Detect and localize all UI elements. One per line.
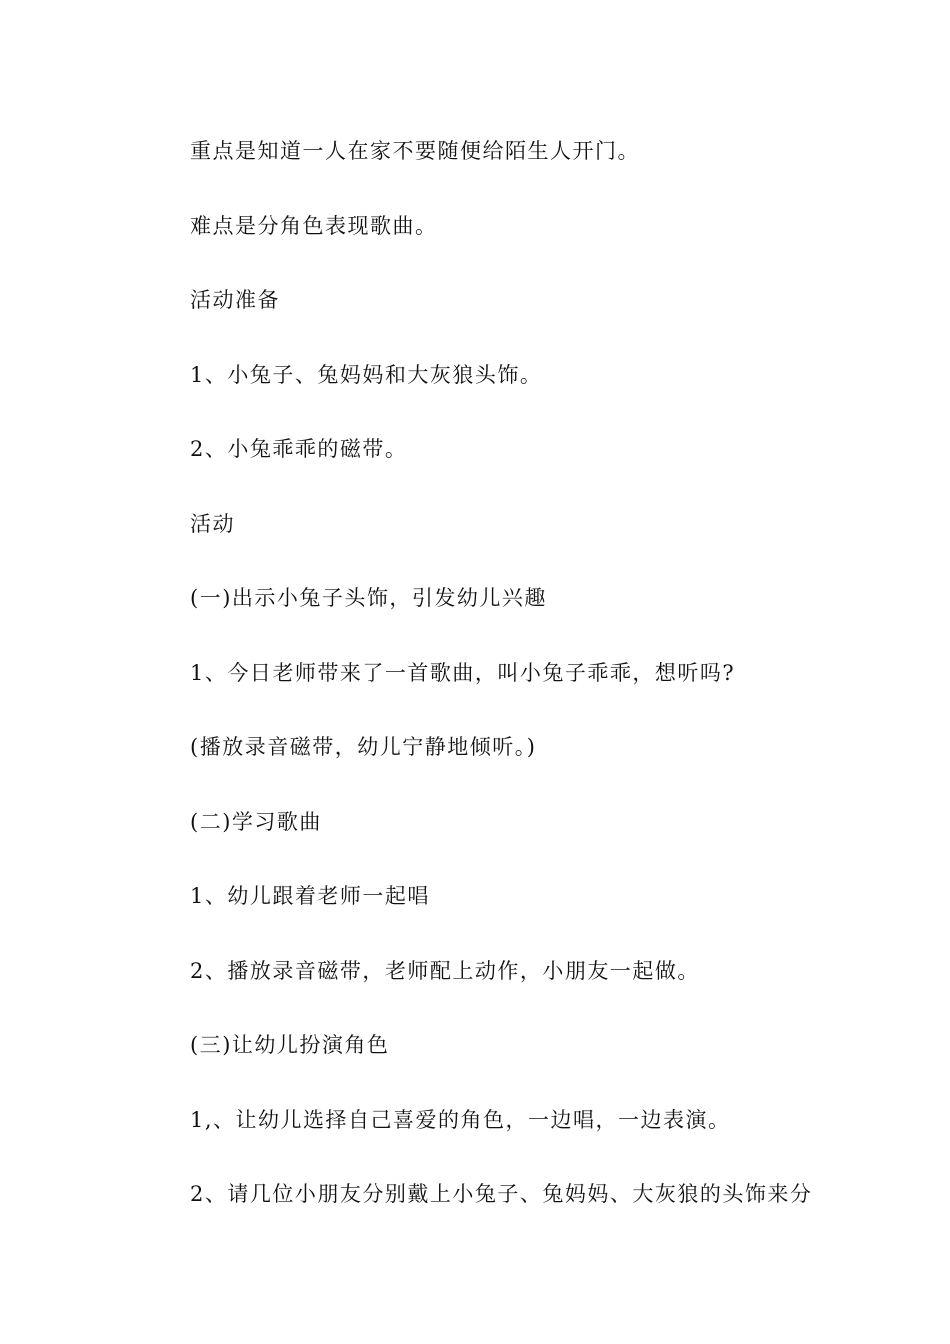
subsection-heading: (二)学习歌曲	[190, 809, 322, 834]
paragraph-note: (播放录音磁带，幼儿宁静地倾听。)	[190, 735, 537, 759]
section-heading-preparation: 活动准备	[190, 288, 280, 312]
list-item: 1,、让幼儿选择自己喜爱的角色，一边唱，一边表演。	[190, 1107, 731, 1132]
list-item: 2、播放录音磁带，老师配上动作，小朋友一起做。	[190, 958, 700, 983]
list-item: 1、今日老师带来了一首歌曲，叫小兔子乖乖，想听吗?	[190, 660, 736, 685]
list-item: 1、幼儿跟着老师一起唱	[190, 884, 430, 908]
paragraph-difficulty: 难点是分角色表现歌曲。	[190, 213, 438, 238]
list-item: 2、小兔乖乖的磁带。	[190, 437, 408, 461]
subsection-heading: (三)让幼儿扮演角色	[190, 1033, 390, 1057]
subsection-heading: (一)出示小兔子头饰，引发幼儿兴趣	[190, 586, 547, 610]
section-heading-activity: 活动	[190, 511, 235, 536]
document-body	[190, 135, 890, 1253]
list-item: 1、小兔子、兔妈妈和大灰狼头饰。	[190, 362, 543, 387]
paragraph-key-point: 重点是知道一人在家不要随便给陌生人开门。	[190, 139, 640, 163]
list-item: 2、请几位小朋友分别戴上小兔子、兔妈妈、大灰狼的头饰来分	[190, 1182, 813, 1206]
